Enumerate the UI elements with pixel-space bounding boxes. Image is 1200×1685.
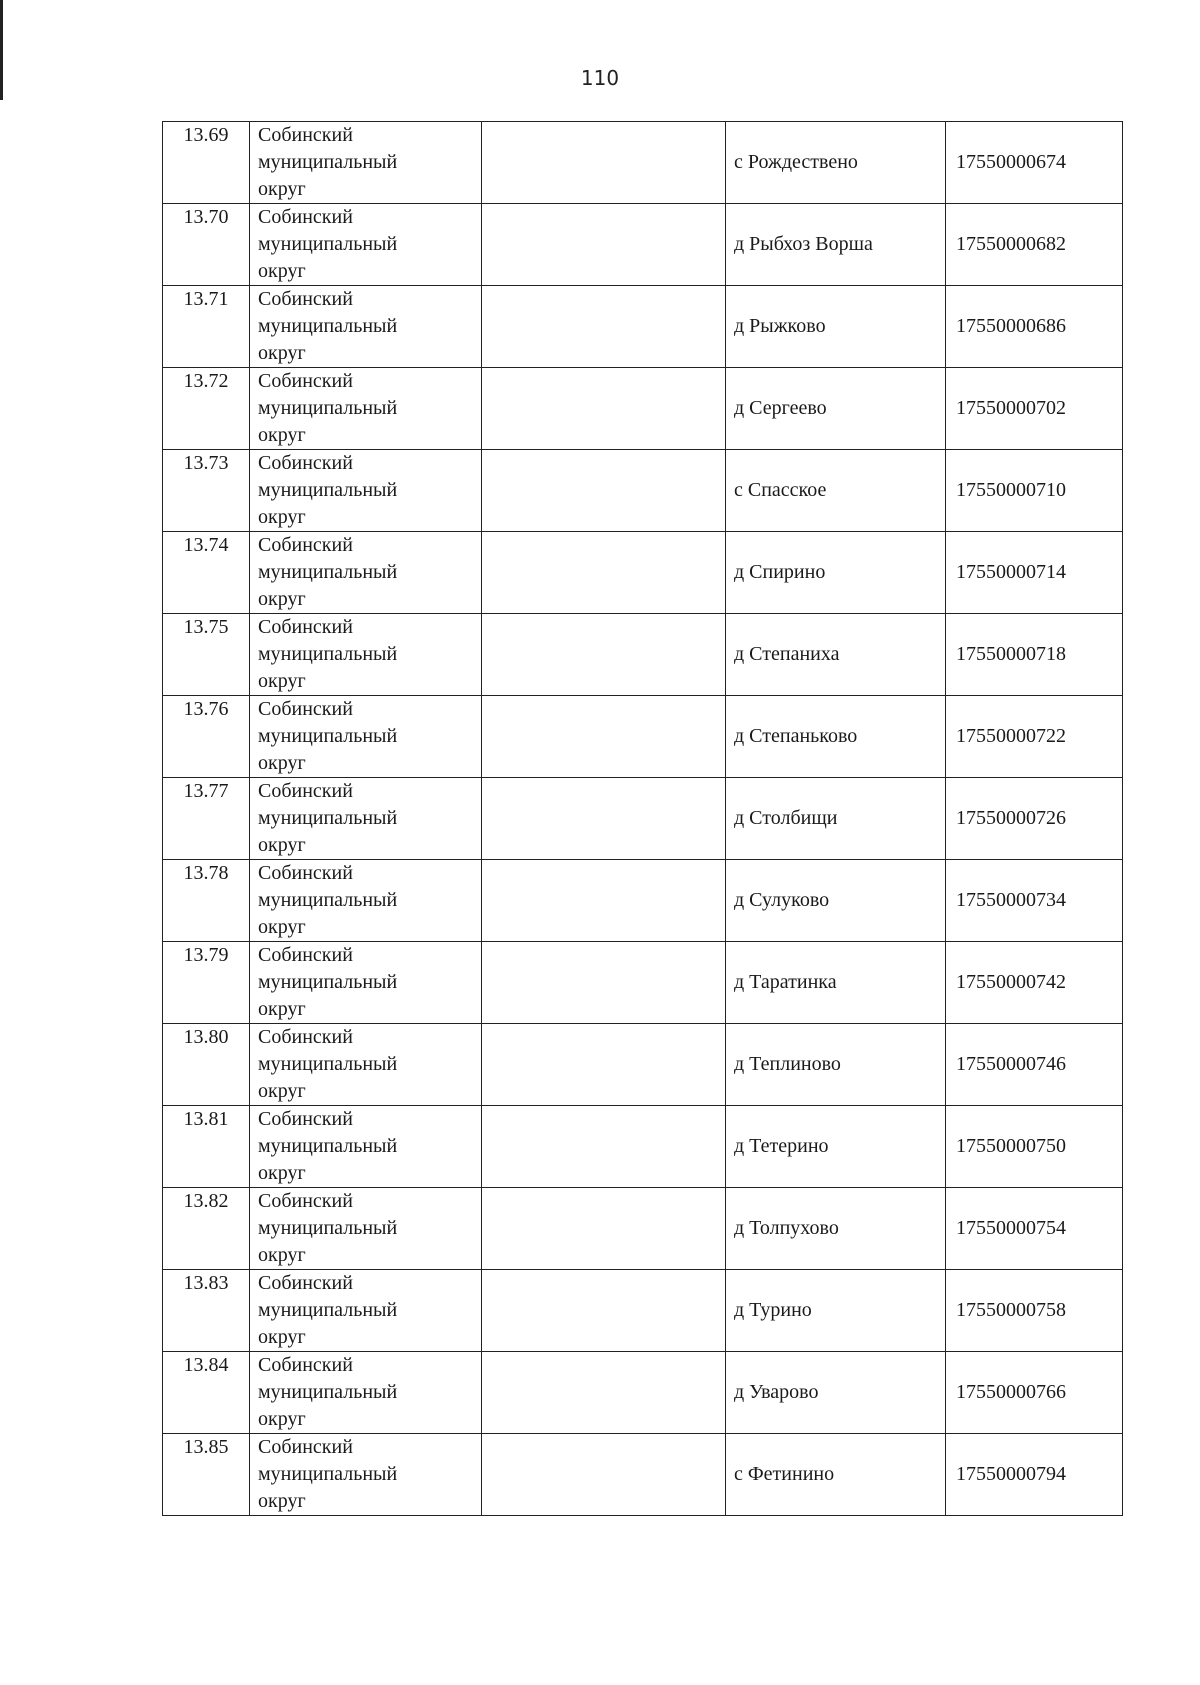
district-cell — [250, 1024, 482, 1106]
oktmo-code-cell: 17550000710 — [946, 450, 1123, 532]
settlement-registry-table — [162, 121, 1123, 1516]
settlement-name-cell: д Степаниха — [726, 614, 946, 696]
row-number-cell: 13.70 — [163, 204, 250, 286]
district-name-line: муниципальный — [258, 1135, 398, 1157]
settlement-name-cell: с Спасское — [726, 450, 946, 532]
oktmo-code-cell: 17550000750 — [946, 1106, 1123, 1188]
district-name-line: Собинский — [258, 1108, 353, 1130]
district-name-line: Собинский — [258, 370, 353, 392]
district-name-line: муниципальный — [258, 315, 398, 337]
table-row — [163, 1024, 1123, 1106]
table-row — [163, 1270, 1123, 1352]
district-name-line: округ — [258, 178, 306, 200]
district-name-line: Собинский — [258, 944, 353, 966]
settlement-name-cell: д Сулуково — [726, 860, 946, 942]
district-cell — [250, 1106, 482, 1188]
table-row — [163, 860, 1123, 942]
district-name-line: округ — [258, 1244, 306, 1266]
settlement-name-cell: д Таратинка — [726, 942, 946, 1024]
oktmo-code-cell: 17550000746 — [946, 1024, 1123, 1106]
row-number-cell: 13.81 — [163, 1106, 250, 1188]
district-name-line: муниципальный — [258, 561, 398, 583]
district-name-line: Собинский — [258, 616, 353, 638]
settlement-name-cell: с Фетинино — [726, 1434, 946, 1516]
settlement-name-cell: д Рыжково — [726, 286, 946, 368]
district-cell — [250, 122, 482, 204]
empty-cell — [482, 860, 726, 942]
district-name-line: округ — [258, 1162, 306, 1184]
oktmo-code-cell: 17550000714 — [946, 532, 1123, 614]
empty-cell — [482, 942, 726, 1024]
district-name-line: муниципальный — [258, 643, 398, 665]
district-name-line: округ — [258, 1326, 306, 1348]
table-row — [163, 532, 1123, 614]
empty-cell — [482, 778, 726, 860]
district-name-line: округ — [258, 752, 306, 774]
table-row — [163, 942, 1123, 1024]
row-number-cell: 13.83 — [163, 1270, 250, 1352]
oktmo-code-cell: 17550000758 — [946, 1270, 1123, 1352]
district-name-line: округ — [258, 260, 306, 282]
empty-cell — [482, 696, 726, 778]
table-row — [163, 696, 1123, 778]
district-name-line: округ — [258, 834, 306, 856]
district-name-line: муниципальный — [258, 807, 398, 829]
oktmo-code-cell: 17550000682 — [946, 204, 1123, 286]
empty-cell — [482, 1434, 726, 1516]
settlement-name-cell: д Столбищи — [726, 778, 946, 860]
settlement-name-cell: д Турино — [726, 1270, 946, 1352]
district-name-line: Собинский — [258, 780, 353, 802]
district-name-line: Собинский — [258, 698, 353, 720]
district-name-line: округ — [258, 342, 306, 364]
settlement-name-cell: д Рыбхоз Ворша — [726, 204, 946, 286]
row-number-cell: 13.72 — [163, 368, 250, 450]
district-cell — [250, 532, 482, 614]
district-name-line: округ — [258, 670, 306, 692]
row-number-cell: 13.78 — [163, 860, 250, 942]
district-name-line: муниципальный — [258, 397, 398, 419]
page-number: 110 — [580, 66, 620, 90]
row-number-cell: 13.85 — [163, 1434, 250, 1516]
oktmo-code-cell: 17550000702 — [946, 368, 1123, 450]
district-cell — [250, 204, 482, 286]
district-cell — [250, 860, 482, 942]
district-name-line: округ — [258, 424, 306, 446]
district-name-line: Собинский — [258, 288, 353, 310]
settlement-name-cell: д Теплиново — [726, 1024, 946, 1106]
district-cell — [250, 1352, 482, 1434]
district-cell — [250, 1434, 482, 1516]
district-name-line: муниципальный — [258, 1217, 398, 1239]
table-row — [163, 1352, 1123, 1434]
district-name-line: Собинский — [258, 1026, 353, 1048]
district-name-line: Собинский — [258, 1190, 353, 1212]
district-name-line: Собинский — [258, 1272, 353, 1294]
district-name-line: округ — [258, 1080, 306, 1102]
district-cell — [250, 614, 482, 696]
row-number-cell: 13.73 — [163, 450, 250, 532]
district-cell — [250, 942, 482, 1024]
district-name-line: Собинский — [258, 452, 353, 474]
table-row — [163, 286, 1123, 368]
empty-cell — [482, 368, 726, 450]
oktmo-code-cell: 17550000674 — [946, 122, 1123, 204]
district-name-line: муниципальный — [258, 1381, 398, 1403]
settlement-name-cell: д Спирино — [726, 532, 946, 614]
row-number-cell: 13.75 — [163, 614, 250, 696]
empty-cell — [482, 1188, 726, 1270]
row-number-cell: 13.84 — [163, 1352, 250, 1434]
district-cell — [250, 368, 482, 450]
district-cell — [250, 1188, 482, 1270]
row-number-cell: 13.80 — [163, 1024, 250, 1106]
district-cell — [250, 286, 482, 368]
empty-cell — [482, 1024, 726, 1106]
district-name-line: округ — [258, 998, 306, 1020]
empty-cell — [482, 532, 726, 614]
oktmo-code-cell: 17550000794 — [946, 1434, 1123, 1516]
oktmo-code-cell: 17550000726 — [946, 778, 1123, 860]
empty-cell — [482, 1352, 726, 1434]
settlement-name-cell: д Сергеево — [726, 368, 946, 450]
table-row — [163, 1434, 1123, 1516]
district-name-line: Собинский — [258, 206, 353, 228]
district-name-line: муниципальный — [258, 233, 398, 255]
district-name-line: округ — [258, 1408, 306, 1430]
empty-cell — [482, 1270, 726, 1352]
empty-cell — [482, 1106, 726, 1188]
district-name-line: муниципальный — [258, 971, 398, 993]
oktmo-code-cell: 17550000734 — [946, 860, 1123, 942]
settlement-name-cell: д Степаньково — [726, 696, 946, 778]
oktmo-code-cell: 17550000742 — [946, 942, 1123, 1024]
district-name-line: Собинский — [258, 1436, 353, 1458]
district-name-line: муниципальный — [258, 725, 398, 747]
district-cell — [250, 696, 482, 778]
table-row — [163, 368, 1123, 450]
table-row — [163, 1106, 1123, 1188]
table-row — [163, 1188, 1123, 1270]
district-name-line: округ — [258, 916, 306, 938]
district-name-line: Собинский — [258, 534, 353, 556]
district-name-line: муниципальный — [258, 1299, 398, 1321]
district-name-line: муниципальный — [258, 1463, 398, 1485]
district-cell — [250, 450, 482, 532]
row-number-cell: 13.79 — [163, 942, 250, 1024]
district-name-line: Собинский — [258, 124, 353, 146]
row-number-cell: 13.74 — [163, 532, 250, 614]
district-name-line: Собинский — [258, 1354, 353, 1376]
district-name-line: муниципальный — [258, 1053, 398, 1075]
empty-cell — [482, 614, 726, 696]
oktmo-code-cell: 17550000722 — [946, 696, 1123, 778]
settlement-name-cell: д Тетерино — [726, 1106, 946, 1188]
table-row — [163, 204, 1123, 286]
empty-cell — [482, 204, 726, 286]
district-name-line: Собинский — [258, 862, 353, 884]
table-row — [163, 450, 1123, 532]
district-name-line: округ — [258, 1490, 306, 1512]
empty-cell — [482, 450, 726, 532]
district-name-line: муниципальный — [258, 479, 398, 501]
oktmo-code-cell: 17550000718 — [946, 614, 1123, 696]
district-name-line: округ — [258, 588, 306, 610]
oktmo-code-cell: 17550000686 — [946, 286, 1123, 368]
row-number-cell: 13.82 — [163, 1188, 250, 1270]
row-number-cell: 13.71 — [163, 286, 250, 368]
row-number-cell: 13.69 — [163, 122, 250, 204]
table-body — [163, 122, 1123, 1516]
district-cell — [250, 778, 482, 860]
table-row — [163, 122, 1123, 204]
district-name-line: округ — [258, 506, 306, 528]
table-row — [163, 614, 1123, 696]
row-number-cell: 13.76 — [163, 696, 250, 778]
district-cell — [250, 1270, 482, 1352]
oktmo-code-cell: 17550000754 — [946, 1188, 1123, 1270]
settlement-name-cell: с Рождествено — [726, 122, 946, 204]
district-name-line: муниципальный — [258, 889, 398, 911]
district-name-line: муниципальный — [258, 151, 398, 173]
table-row — [163, 778, 1123, 860]
empty-cell — [482, 286, 726, 368]
settlement-name-cell: д Толпухово — [726, 1188, 946, 1270]
empty-cell — [482, 122, 726, 204]
row-number-cell: 13.77 — [163, 778, 250, 860]
settlement-name-cell: д Уварово — [726, 1352, 946, 1434]
oktmo-code-cell: 17550000766 — [946, 1352, 1123, 1434]
